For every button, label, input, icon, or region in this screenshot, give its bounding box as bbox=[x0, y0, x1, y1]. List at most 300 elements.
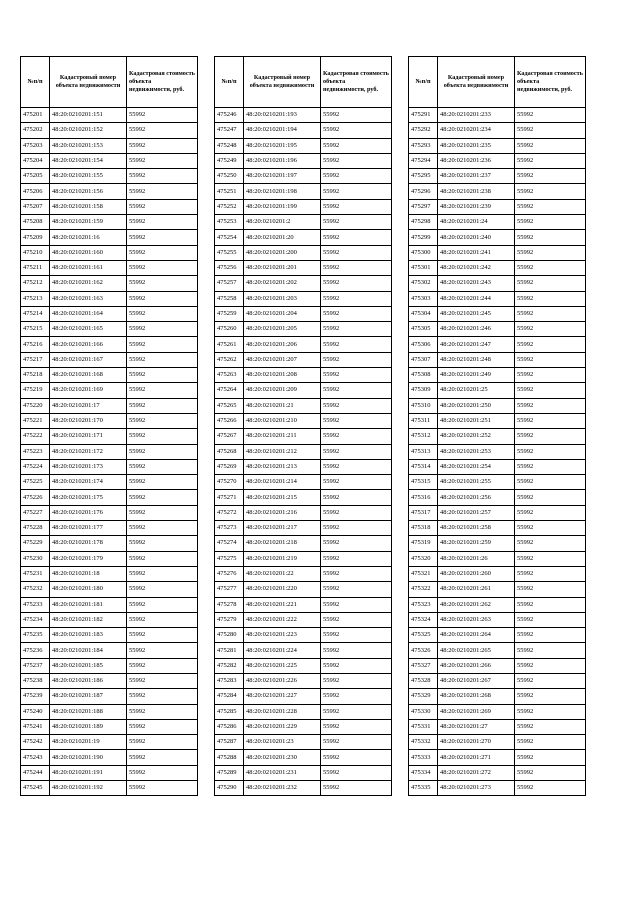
cadastral-value-cell: 55992 bbox=[127, 352, 198, 367]
cadastral-number-cell: 48:20:0210201:209 bbox=[244, 383, 321, 398]
cadastral-value-cell: 55992 bbox=[127, 444, 198, 459]
row-number-cell: 475266 bbox=[215, 413, 244, 428]
row-number-cell: 475302 bbox=[409, 276, 438, 291]
row-number-cell: 475225 bbox=[21, 475, 50, 490]
cadastral-number-cell: 48:20:0210201:176 bbox=[50, 505, 127, 520]
cadastral-value-cell: 55992 bbox=[321, 673, 392, 688]
cadastral-number-cell: 48:20:0210201:249 bbox=[438, 368, 515, 383]
row-number-cell: 475254 bbox=[215, 230, 244, 245]
cadastral-value-cell: 55992 bbox=[127, 643, 198, 658]
table-body bbox=[215, 108, 392, 796]
row-number-cell: 475306 bbox=[409, 337, 438, 352]
table-body bbox=[409, 108, 586, 796]
cadastral-number-cell: 48:20:0210201:19 bbox=[50, 735, 127, 750]
cadastral-number-cell: 48:20:0210201:248 bbox=[438, 352, 515, 367]
cadastral-value-cell: 55992 bbox=[127, 322, 198, 337]
cadastral-value-cell: 55992 bbox=[127, 597, 198, 612]
row-number-cell: 475202 bbox=[21, 123, 50, 138]
table-row bbox=[409, 459, 586, 474]
cadastral-number-cell: 48:20:0210201:251 bbox=[438, 413, 515, 428]
table-row bbox=[215, 658, 392, 673]
row-number-cell: 475310 bbox=[409, 398, 438, 413]
cadastral-value-cell: 55992 bbox=[515, 245, 586, 260]
row-number-cell: 475314 bbox=[409, 459, 438, 474]
table-row bbox=[21, 138, 198, 153]
cadastral-value-cell: 55992 bbox=[321, 612, 392, 627]
cadastral-value-cell: 55992 bbox=[321, 781, 392, 796]
row-number-cell: 475309 bbox=[409, 383, 438, 398]
row-number-cell: 475331 bbox=[409, 719, 438, 734]
cadastral-number-cell: 48:20:0210201:222 bbox=[244, 612, 321, 627]
cadastral-number-cell: 48:20:0210201:165 bbox=[50, 322, 127, 337]
cadastral-number-cell: 48:20:0210201:189 bbox=[50, 719, 127, 734]
cadastral-number-cell: 48:20:0210201:202 bbox=[244, 276, 321, 291]
cadastral-value-cell: 55992 bbox=[515, 429, 586, 444]
cadastral-number-cell: 48:20:0210201:187 bbox=[50, 689, 127, 704]
table-row bbox=[21, 582, 198, 597]
cadastral-number-cell: 48:20:0210201:23 bbox=[244, 735, 321, 750]
cadastral-number-cell: 48:20:0210201:163 bbox=[50, 291, 127, 306]
table-row bbox=[215, 123, 392, 138]
cadastral-value-cell: 55992 bbox=[127, 383, 198, 398]
row-number-cell: 475215 bbox=[21, 322, 50, 337]
row-number-cell: 475263 bbox=[215, 368, 244, 383]
cadastral-number-cell: 48:20:0210201:200 bbox=[244, 245, 321, 260]
cadastral-number-cell: 48:20:0210201:205 bbox=[244, 322, 321, 337]
row-number-cell: 475255 bbox=[215, 245, 244, 260]
row-number-cell: 475203 bbox=[21, 138, 50, 153]
table-row bbox=[21, 230, 198, 245]
table-row bbox=[215, 551, 392, 566]
row-number-cell: 475271 bbox=[215, 490, 244, 505]
cadastral-number-cell: 48:20:0210201:272 bbox=[438, 765, 515, 780]
row-number-cell: 475239 bbox=[21, 689, 50, 704]
cadastral-value-cell: 55992 bbox=[127, 230, 198, 245]
table-row bbox=[215, 184, 392, 199]
cadastral-value-cell: 55992 bbox=[515, 582, 586, 597]
cadastral-number-cell: 48:20:0210201:24 bbox=[438, 215, 515, 230]
table-row bbox=[21, 276, 198, 291]
cadastral-value-cell: 55992 bbox=[127, 566, 198, 581]
cadastral-number-cell: 48:20:0210201:211 bbox=[244, 429, 321, 444]
cadastral-value-cell: 55992 bbox=[321, 383, 392, 398]
cadastral-value-cell: 55992 bbox=[515, 612, 586, 627]
row-number-cell: 475232 bbox=[21, 582, 50, 597]
cadastral-number-cell: 48:20:0210201:22 bbox=[244, 566, 321, 581]
table-row bbox=[215, 260, 392, 275]
cadastral-number-cell: 48:20:0210201:179 bbox=[50, 551, 127, 566]
cadastral-value-cell: 55992 bbox=[515, 628, 586, 643]
table-row bbox=[409, 230, 586, 245]
row-number-cell: 475300 bbox=[409, 245, 438, 260]
cadastral-value-cell: 55992 bbox=[321, 398, 392, 413]
header-cadnum: Кадастровый номер объекта недвижимости bbox=[244, 57, 321, 108]
row-number-cell: 475319 bbox=[409, 536, 438, 551]
cadastral-number-cell: 48:20:0210201:218 bbox=[244, 536, 321, 551]
table-row bbox=[21, 750, 198, 765]
cadastral-value-cell: 55992 bbox=[321, 643, 392, 658]
table-header-row bbox=[215, 57, 392, 108]
cadastral-value-cell: 55992 bbox=[127, 781, 198, 796]
cadastral-number-cell: 48:20:0210201:214 bbox=[244, 475, 321, 490]
cadastral-number-cell: 48:20:0210201:255 bbox=[438, 475, 515, 490]
cadastral-value-cell: 55992 bbox=[127, 276, 198, 291]
cadastral-number-cell: 48:20:0210201:216 bbox=[244, 505, 321, 520]
table-row bbox=[409, 628, 586, 643]
table-row bbox=[409, 169, 586, 184]
cadastral-value-cell: 55992 bbox=[515, 475, 586, 490]
row-number-cell: 475311 bbox=[409, 413, 438, 428]
row-number-cell: 475243 bbox=[21, 750, 50, 765]
table-row bbox=[215, 612, 392, 627]
header-num: №п/п bbox=[215, 57, 244, 108]
row-number-cell: 475330 bbox=[409, 704, 438, 719]
cadastral-value-cell: 55992 bbox=[127, 245, 198, 260]
cadastral-value-cell: 55992 bbox=[321, 735, 392, 750]
cadastral-number-cell: 48:20:0210201:18 bbox=[50, 566, 127, 581]
cadastral-number-cell: 48:20:0210201:270 bbox=[438, 735, 515, 750]
row-number-cell: 475249 bbox=[215, 153, 244, 168]
row-number-cell: 475204 bbox=[21, 153, 50, 168]
cadastral-value-cell: 55992 bbox=[515, 215, 586, 230]
cadastral-number-cell: 48:20:0210201:232 bbox=[244, 781, 321, 796]
cadastral-number-cell: 48:20:0210201:193 bbox=[244, 108, 321, 123]
cadastral-number-cell: 48:20:0210201:168 bbox=[50, 368, 127, 383]
table-row bbox=[409, 643, 586, 658]
cadastral-value-cell: 55992 bbox=[127, 475, 198, 490]
table-row bbox=[215, 704, 392, 719]
table-row bbox=[215, 628, 392, 643]
cadastral-value-cell: 55992 bbox=[321, 276, 392, 291]
row-number-cell: 475267 bbox=[215, 429, 244, 444]
cadastral-value-cell: 55992 bbox=[127, 169, 198, 184]
cadastral-value-cell: 55992 bbox=[321, 551, 392, 566]
table-row bbox=[21, 429, 198, 444]
cadastral-value-cell: 55992 bbox=[321, 123, 392, 138]
cadastral-value-cell: 55992 bbox=[127, 291, 198, 306]
row-number-cell: 475231 bbox=[21, 566, 50, 581]
table-row bbox=[21, 643, 198, 658]
cadastral-value-cell: 55992 bbox=[321, 444, 392, 459]
cadastral-number-cell: 48:20:0210201:243 bbox=[438, 276, 515, 291]
cadastral-number-cell: 48:20:0210201:162 bbox=[50, 276, 127, 291]
cadastral-number-cell: 48:20:0210201:203 bbox=[244, 291, 321, 306]
cadastral-value-cell: 55992 bbox=[321, 505, 392, 520]
row-number-cell: 475241 bbox=[21, 719, 50, 734]
cadastral-value-cell: 55992 bbox=[515, 413, 586, 428]
row-number-cell: 475307 bbox=[409, 352, 438, 367]
table-row bbox=[409, 108, 586, 123]
row-number-cell: 475298 bbox=[409, 215, 438, 230]
row-number-cell: 475208 bbox=[21, 215, 50, 230]
row-number-cell: 475312 bbox=[409, 429, 438, 444]
cadastral-number-cell: 48:20:0210201:192 bbox=[50, 781, 127, 796]
table-row bbox=[215, 352, 392, 367]
table-row bbox=[21, 413, 198, 428]
table-row bbox=[409, 123, 586, 138]
table-row bbox=[409, 306, 586, 321]
cadastral-value-cell: 55992 bbox=[321, 169, 392, 184]
table-row bbox=[215, 536, 392, 551]
table-row bbox=[21, 169, 198, 184]
cadastral-value-cell: 55992 bbox=[127, 582, 198, 597]
row-number-cell: 475258 bbox=[215, 291, 244, 306]
header-cadnum: Кадастровый номер объекта недвижимости bbox=[438, 57, 515, 108]
cadastral-value-cell: 55992 bbox=[127, 719, 198, 734]
table-row bbox=[215, 566, 392, 581]
table-row bbox=[409, 704, 586, 719]
cadastral-number-cell: 48:20:0210201:244 bbox=[438, 291, 515, 306]
table-row bbox=[409, 689, 586, 704]
cadastral-number-cell: 48:20:0210201:267 bbox=[438, 673, 515, 688]
table-row bbox=[215, 337, 392, 352]
row-number-cell: 475275 bbox=[215, 551, 244, 566]
table-row bbox=[21, 566, 198, 581]
cadastral-value-cell: 55992 bbox=[127, 413, 198, 428]
cadastral-value-cell: 55992 bbox=[321, 368, 392, 383]
row-number-cell: 475253 bbox=[215, 215, 244, 230]
table-row bbox=[21, 490, 198, 505]
table-row bbox=[215, 138, 392, 153]
cadastral-value-cell: 55992 bbox=[515, 735, 586, 750]
cadastral-value-cell: 55992 bbox=[515, 199, 586, 214]
table-row bbox=[409, 735, 586, 750]
row-number-cell: 475315 bbox=[409, 475, 438, 490]
table-row bbox=[21, 735, 198, 750]
row-number-cell: 475290 bbox=[215, 781, 244, 796]
cadastral-value-cell: 55992 bbox=[321, 704, 392, 719]
cadastral-table-2 bbox=[214, 56, 392, 796]
cadastral-number-cell: 48:20:0210201:223 bbox=[244, 628, 321, 643]
cadastral-number-cell: 48:20:0210201:259 bbox=[438, 536, 515, 551]
table-row bbox=[21, 673, 198, 688]
cadastral-value-cell: 55992 bbox=[127, 215, 198, 230]
cadastral-number-cell: 48:20:0210201:173 bbox=[50, 459, 127, 474]
row-number-cell: 475292 bbox=[409, 123, 438, 138]
table-row bbox=[215, 490, 392, 505]
cadastral-value-cell: 55992 bbox=[127, 505, 198, 520]
cadastral-number-cell: 48:20:0210201:262 bbox=[438, 597, 515, 612]
row-number-cell: 475265 bbox=[215, 398, 244, 413]
cadastral-number-cell: 48:20:0210201:172 bbox=[50, 444, 127, 459]
table-row bbox=[21, 475, 198, 490]
cadastral-value-cell: 55992 bbox=[321, 597, 392, 612]
table-row bbox=[21, 658, 198, 673]
row-number-cell: 475233 bbox=[21, 597, 50, 612]
cadastral-number-cell: 48:20:0210201:166 bbox=[50, 337, 127, 352]
cadastral-table-3 bbox=[408, 56, 586, 796]
cadastral-number-cell: 48:20:0210201:177 bbox=[50, 521, 127, 536]
cadastral-value-cell: 55992 bbox=[515, 108, 586, 123]
cadastral-number-cell: 48:20:0210201:217 bbox=[244, 521, 321, 536]
table-row bbox=[409, 215, 586, 230]
table-row bbox=[215, 413, 392, 428]
cadastral-value-cell: 55992 bbox=[127, 689, 198, 704]
cadastral-value-cell: 55992 bbox=[321, 306, 392, 321]
table-row bbox=[409, 521, 586, 536]
table-row bbox=[215, 199, 392, 214]
cadastral-number-cell: 48:20:0210201:258 bbox=[438, 521, 515, 536]
row-number-cell: 475296 bbox=[409, 184, 438, 199]
table-body bbox=[21, 108, 198, 796]
row-number-cell: 475205 bbox=[21, 169, 50, 184]
table-row bbox=[21, 781, 198, 796]
row-number-cell: 475235 bbox=[21, 628, 50, 643]
table-row bbox=[21, 765, 198, 780]
cadastral-number-cell: 48:20:0210201:265 bbox=[438, 643, 515, 658]
table-row bbox=[215, 230, 392, 245]
cadastral-value-cell: 55992 bbox=[127, 459, 198, 474]
row-number-cell: 475226 bbox=[21, 490, 50, 505]
row-number-cell: 475272 bbox=[215, 505, 244, 520]
row-number-cell: 475304 bbox=[409, 306, 438, 321]
cadastral-number-cell: 48:20:0210201:268 bbox=[438, 689, 515, 704]
cadastral-value-cell: 55992 bbox=[321, 184, 392, 199]
cadastral-number-cell: 48:20:0210201:252 bbox=[438, 429, 515, 444]
cadastral-number-cell: 48:20:0210201:199 bbox=[244, 199, 321, 214]
row-number-cell: 475247 bbox=[215, 123, 244, 138]
table-row bbox=[409, 429, 586, 444]
cadastral-number-cell: 48:20:0210201:25 bbox=[438, 383, 515, 398]
row-number-cell: 475242 bbox=[21, 735, 50, 750]
cadastral-number-cell: 48:20:0210201:153 bbox=[50, 138, 127, 153]
cadastral-value-cell: 55992 bbox=[515, 337, 586, 352]
cadastral-number-cell: 48:20:0210201:180 bbox=[50, 582, 127, 597]
cadastral-value-cell: 55992 bbox=[515, 123, 586, 138]
cadastral-value-cell: 55992 bbox=[127, 750, 198, 765]
cadastral-number-cell: 48:20:0210201:269 bbox=[438, 704, 515, 719]
row-number-cell: 475237 bbox=[21, 658, 50, 673]
table-row bbox=[215, 108, 392, 123]
row-number-cell: 475287 bbox=[215, 735, 244, 750]
row-number-cell: 475217 bbox=[21, 352, 50, 367]
header-num: №п/п bbox=[21, 57, 50, 108]
cadastral-value-cell: 55992 bbox=[515, 521, 586, 536]
cadastral-number-cell: 48:20:0210201:20 bbox=[244, 230, 321, 245]
row-number-cell: 475333 bbox=[409, 750, 438, 765]
cadastral-number-cell: 48:20:0210201:182 bbox=[50, 612, 127, 627]
cadastral-value-cell: 55992 bbox=[127, 612, 198, 627]
cadastral-value-cell: 55992 bbox=[127, 551, 198, 566]
row-number-cell: 475268 bbox=[215, 444, 244, 459]
cadastral-number-cell: 48:20:0210201:231 bbox=[244, 765, 321, 780]
cadastral-value-cell: 55992 bbox=[515, 673, 586, 688]
cadastral-value-cell: 55992 bbox=[515, 398, 586, 413]
table-row bbox=[215, 291, 392, 306]
table-row bbox=[409, 505, 586, 520]
table-row bbox=[21, 291, 198, 306]
table-row bbox=[409, 551, 586, 566]
row-number-cell: 475264 bbox=[215, 383, 244, 398]
cadastral-number-cell: 48:20:0210201:175 bbox=[50, 490, 127, 505]
cadastral-value-cell: 55992 bbox=[321, 413, 392, 428]
row-number-cell: 475246 bbox=[215, 108, 244, 123]
table-row bbox=[215, 398, 392, 413]
cadastral-value-cell: 55992 bbox=[515, 597, 586, 612]
table-row bbox=[409, 612, 586, 627]
table-row bbox=[215, 459, 392, 474]
cadastral-number-cell: 48:20:0210201:246 bbox=[438, 322, 515, 337]
cadastral-number-cell: 48:20:0210201:239 bbox=[438, 199, 515, 214]
table-row bbox=[409, 536, 586, 551]
table-row bbox=[409, 781, 586, 796]
cadastral-number-cell: 48:20:0210201:208 bbox=[244, 368, 321, 383]
table-row bbox=[215, 429, 392, 444]
table-row bbox=[215, 582, 392, 597]
table-row bbox=[21, 459, 198, 474]
cadastral-value-cell: 55992 bbox=[515, 566, 586, 581]
row-number-cell: 475335 bbox=[409, 781, 438, 796]
cadastral-number-cell: 48:20:0210201:152 bbox=[50, 123, 127, 138]
table-row bbox=[21, 521, 198, 536]
cadastral-number-cell: 48:20:0210201:190 bbox=[50, 750, 127, 765]
table-row bbox=[409, 368, 586, 383]
table-row bbox=[21, 306, 198, 321]
header-value: Кадастровая стоимость объекта недвижимости, руб. bbox=[321, 57, 392, 108]
table-row bbox=[21, 215, 198, 230]
row-number-cell: 475323 bbox=[409, 597, 438, 612]
cadastral-value-cell: 55992 bbox=[127, 337, 198, 352]
cadastral-value-cell: 55992 bbox=[515, 444, 586, 459]
row-number-cell: 475214 bbox=[21, 306, 50, 321]
cadastral-number-cell: 48:20:0210201:236 bbox=[438, 153, 515, 168]
cadastral-number-cell: 48:20:0210201:195 bbox=[244, 138, 321, 153]
table-row bbox=[215, 153, 392, 168]
row-number-cell: 475252 bbox=[215, 199, 244, 214]
row-number-cell: 475216 bbox=[21, 337, 50, 352]
row-number-cell: 475262 bbox=[215, 352, 244, 367]
cadastral-number-cell: 48:20:0210201:16 bbox=[50, 230, 127, 245]
cadastral-value-cell: 55992 bbox=[515, 750, 586, 765]
header-cadnum: Кадастровый номер объекта недвижимости bbox=[50, 57, 127, 108]
cadastral-value-cell: 55992 bbox=[127, 521, 198, 536]
table-row bbox=[21, 505, 198, 520]
cadastral-number-cell: 48:20:0210201:234 bbox=[438, 123, 515, 138]
cadastral-number-cell: 48:20:0210201:237 bbox=[438, 169, 515, 184]
row-number-cell: 475282 bbox=[215, 658, 244, 673]
row-number-cell: 475321 bbox=[409, 566, 438, 581]
row-number-cell: 475284 bbox=[215, 689, 244, 704]
cadastral-number-cell: 48:20:0210201:228 bbox=[244, 704, 321, 719]
cadastral-value-cell: 55992 bbox=[321, 765, 392, 780]
cadastral-number-cell: 48:20:0210201:253 bbox=[438, 444, 515, 459]
cadastral-number-cell: 48:20:0210201:260 bbox=[438, 566, 515, 581]
row-number-cell: 475293 bbox=[409, 138, 438, 153]
cadastral-value-cell: 55992 bbox=[515, 276, 586, 291]
table-row bbox=[21, 123, 198, 138]
row-number-cell: 475274 bbox=[215, 536, 244, 551]
row-number-cell: 475213 bbox=[21, 291, 50, 306]
cadastral-number-cell: 48:20:0210201:250 bbox=[438, 398, 515, 413]
cadastral-number-cell: 48:20:0210201:21 bbox=[244, 398, 321, 413]
row-number-cell: 475283 bbox=[215, 673, 244, 688]
cadastral-number-cell: 48:20:0210201:257 bbox=[438, 505, 515, 520]
row-number-cell: 475210 bbox=[21, 245, 50, 260]
cadastral-value-cell: 55992 bbox=[127, 704, 198, 719]
row-number-cell: 475257 bbox=[215, 276, 244, 291]
table-row bbox=[21, 153, 198, 168]
cadastral-value-cell: 55992 bbox=[515, 536, 586, 551]
row-number-cell: 475329 bbox=[409, 689, 438, 704]
cadastral-value-cell: 55992 bbox=[515, 781, 586, 796]
cadastral-value-cell: 55992 bbox=[321, 138, 392, 153]
cadastral-value-cell: 55992 bbox=[515, 704, 586, 719]
row-number-cell: 475270 bbox=[215, 475, 244, 490]
cadastral-number-cell: 48:20:0210201:254 bbox=[438, 459, 515, 474]
row-number-cell: 475260 bbox=[215, 322, 244, 337]
row-number-cell: 475299 bbox=[409, 230, 438, 245]
cadastral-number-cell: 48:20:0210201:181 bbox=[50, 597, 127, 612]
